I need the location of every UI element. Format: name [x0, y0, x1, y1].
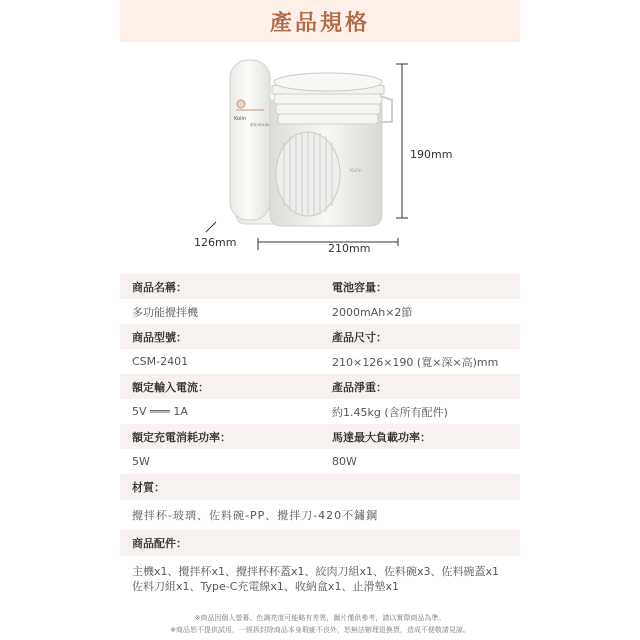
disclaimer-notes	[120, 612, 520, 636]
spec-row-value	[120, 399, 520, 424]
spec-label: 商品型號：	[132, 330, 187, 344]
material-label: 材質：	[120, 474, 520, 500]
disclaimer-line: ※商品因個人螢幕、色調亮度可能略有差異，圖片僅供參考，請以實際商品為準。	[194, 614, 446, 622]
spec-row-label	[120, 424, 520, 449]
accessories-line: 主機x1、攪拌杯x1、攪拌杯杯蓋x1、絞肉刀組x1、佐料碗x3、佐料碗蓋x1	[132, 565, 500, 578]
page-title: 產品規格	[269, 10, 370, 36]
spec-row-value	[120, 349, 520, 374]
motor-brand: Kolin	[234, 116, 247, 122]
spec-value: CSM-2401	[132, 355, 189, 368]
spec-row-value	[120, 449, 520, 474]
spec-label: 額定輸入電流：	[132, 380, 209, 394]
spec-value: 約1.45kg (含所有配件)	[332, 405, 448, 419]
height-dimension-label: 190mm	[410, 148, 453, 161]
material-value: 攪拌杯-玻璃、佐料碗-PP、攪拌刀-420不鏽鋼	[132, 509, 379, 522]
width-dimension-label: 210mm	[328, 242, 371, 255]
accessories-line: 佐料刀組x1、Type-C充電線x1、收納盒x1、止滑墊x1	[132, 580, 399, 593]
accessories-value	[120, 556, 520, 602]
spec-label: 產品尺寸：	[332, 330, 387, 344]
spec-row-label	[120, 274, 520, 299]
spec-value: 多功能攪拌機	[132, 305, 198, 319]
spec-row-label	[120, 324, 520, 349]
disclaimer-line: ※商品恕不提供試用，一經拆封除商品本身瑕疵不良外，恕無法辦理退換貨，造成不便敬請見諒。	[170, 626, 470, 634]
depth-dimension-label: 126mm	[194, 236, 237, 249]
cup-brand: Kolin	[350, 168, 363, 174]
spec-label: 額定充電消耗功率：	[132, 430, 231, 444]
accessories-label: 商品配件：	[120, 530, 520, 556]
motor-small-text: 歌林 KOLIN	[250, 123, 269, 127]
seasoning-bowls	[272, 73, 392, 124]
spec-row-label	[120, 374, 520, 399]
spec-row-value	[120, 299, 520, 324]
spec-label: 產品淨重：	[332, 380, 387, 394]
product-drawing	[0, 42, 640, 264]
product-illustration	[0, 42, 640, 264]
spec-label: 電池容量：	[332, 280, 387, 294]
spec-label: 商品名稱：	[132, 280, 187, 294]
page-title-banner	[120, 0, 520, 42]
spec-label: 馬達最大負載功率：	[332, 430, 431, 444]
spec-value: 210×126×190 (寬×深×高)mm	[332, 355, 499, 369]
motor-unit	[230, 60, 270, 220]
spec-value: 5V ═══ 1A	[132, 405, 188, 418]
spec-value: 5W	[132, 455, 150, 468]
spec-table	[120, 274, 520, 602]
spec-value: 80W	[332, 455, 357, 468]
spec-value: 2000mAh×2節	[332, 305, 413, 319]
